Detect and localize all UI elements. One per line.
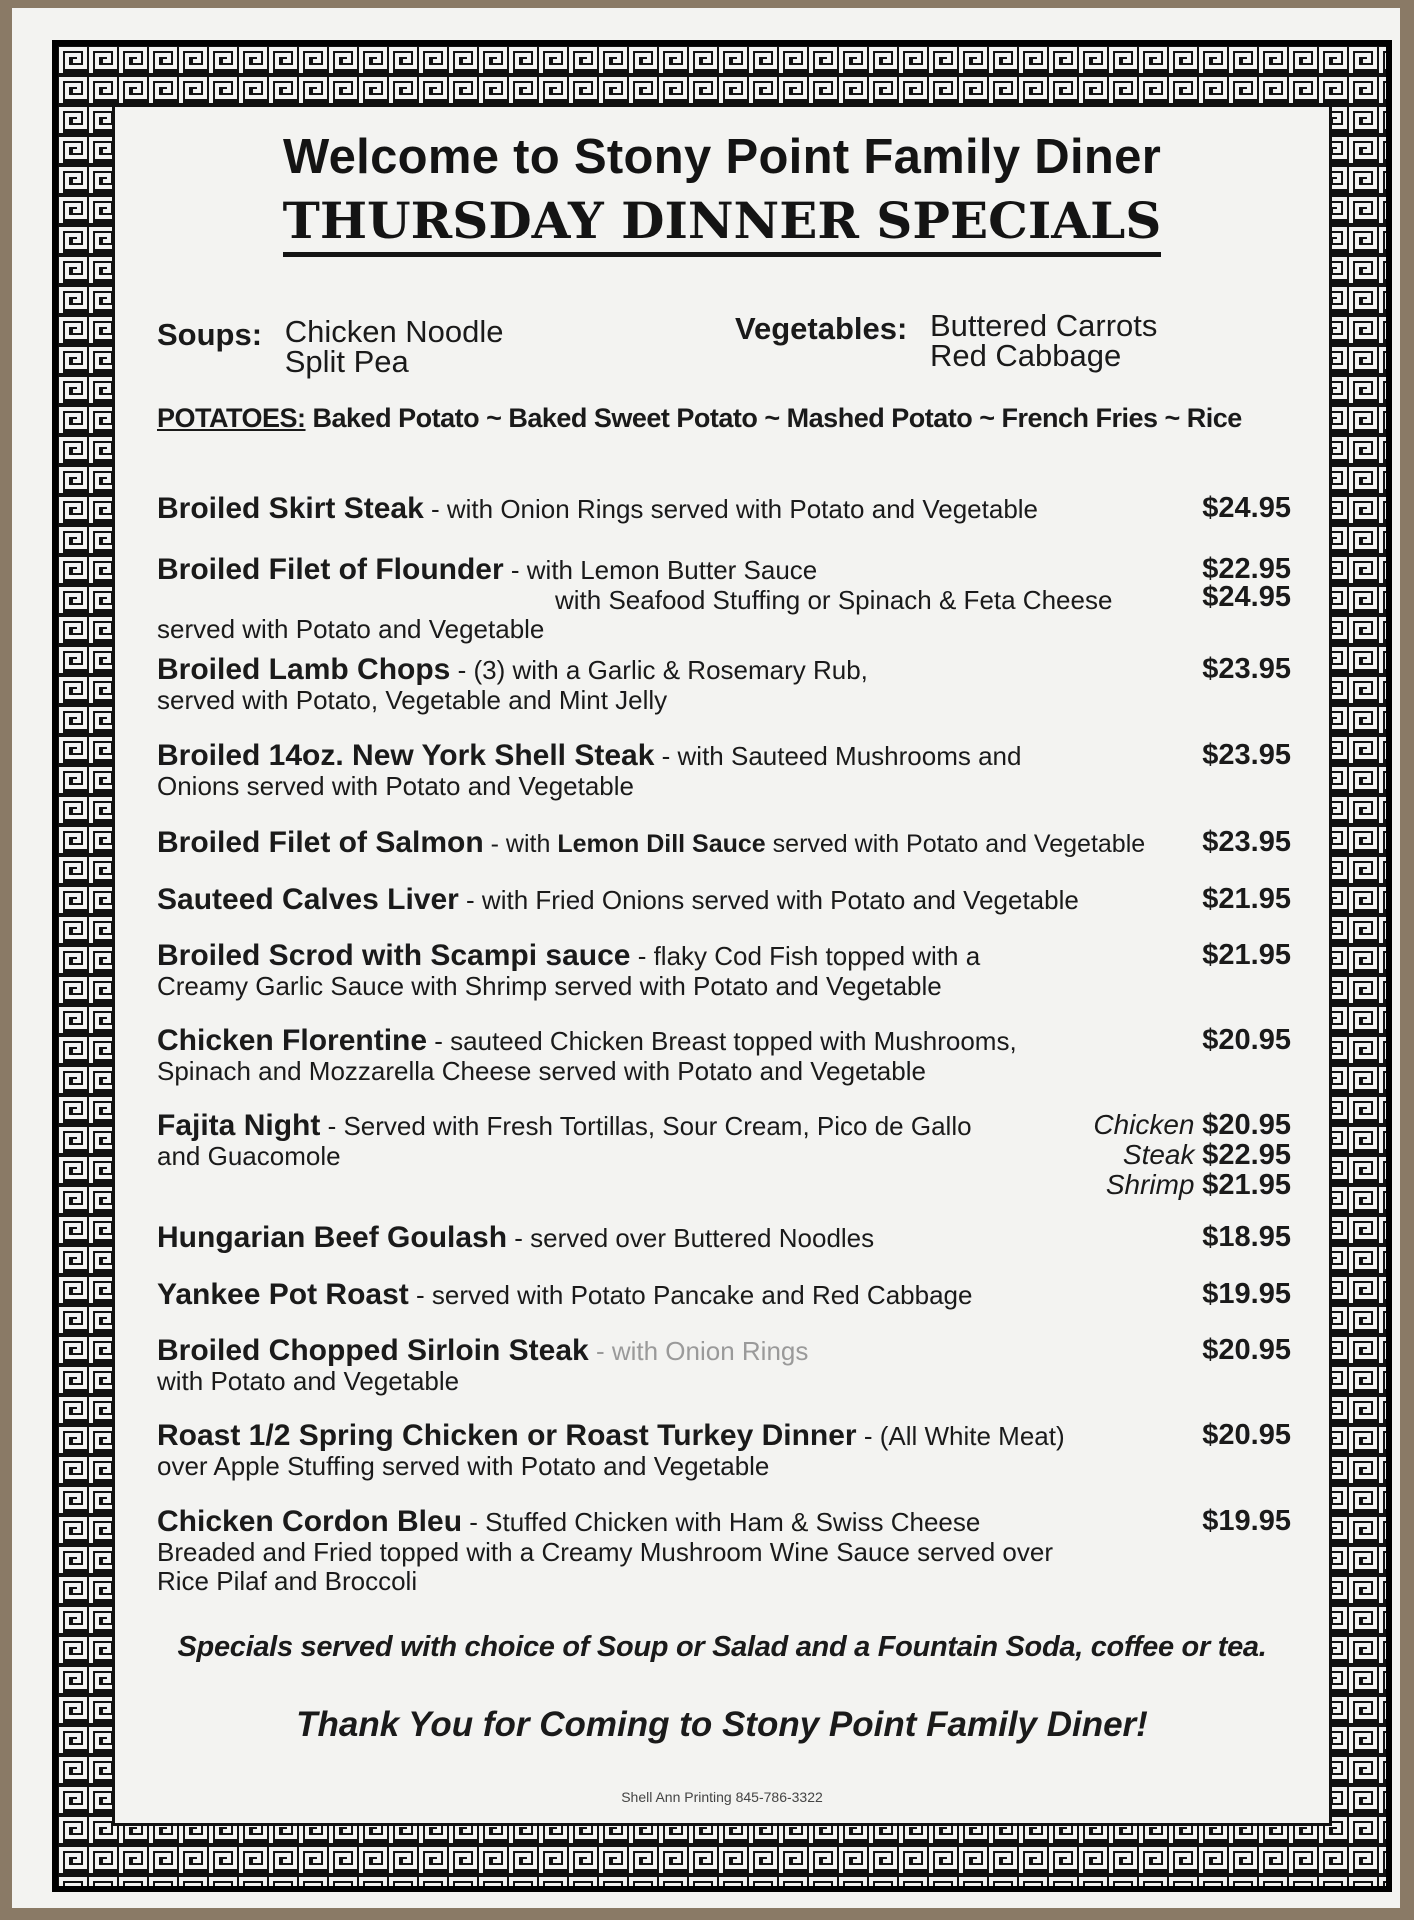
item-name: Roast 1/2 Spring Chicken or Roast Turkey Dinner [157,1419,857,1452]
item-line3: served with Potato and Vegetable [157,614,545,644]
menu-item [157,884,1307,916]
vegetables-section [735,308,1158,373]
item-value: $21.95 [1202,1169,1291,1201]
price: $20.95 [1202,1419,1291,1451]
item-line2: Spinach and Mozzarella Cheese served with Potato and Vegetable [157,1056,926,1086]
price: $23.95 [1202,826,1291,858]
item-desc-b: Lemon Dill Sauce [557,830,766,858]
item-label: Shrimp [1105,1169,1195,1200]
soup-item: Split Pea [284,344,409,379]
menu-item [157,554,1307,644]
price: $24.95 [1202,581,1291,613]
item-desc: - with Fried Onions served with Potato and Vegetable [458,885,1079,915]
potatoes-list: Baked Potato ~ Baked Sweet Potato ~ Mashed Potato ~ French Fries ~ Rice [312,403,1242,433]
item-desc: - with Lemon Butter Sauce [503,555,818,585]
menu-sheet [12,8,1400,1908]
item-name: Chicken Florentine [157,1024,428,1057]
item-desc2: with Seafood Stuffing or Spinach & Feta Cheese [555,585,1113,615]
menu-item [157,740,1307,801]
menu-item [157,1506,1307,1596]
item-name: Broiled Scrod with Scampi sauce [157,939,631,972]
fajita-price-table [1093,1110,1291,1200]
vegetables-label: Vegetables: [735,311,908,346]
item-desc-c: served with Potato and Vegetable [765,830,1146,858]
price: $19.95 [1202,1505,1291,1537]
item-name: Broiled Skirt Steak [157,492,424,525]
item-name: Hungarian Beef Goulash [157,1221,508,1254]
menu-item [157,1335,1307,1396]
item-name: Broiled 14oz. New York Shell Steak [157,739,655,772]
menu-content [112,104,1332,1826]
potatoes-line [157,403,1242,434]
item-name: Fajita Night [157,1109,321,1142]
item-name: Broiled Chopped Sirloin Steak [157,1334,589,1367]
menu-item [157,1420,1307,1481]
item-line2: Onions served with Potato and Vegetable [157,771,634,801]
item-line3: Rice Pilaf and Broccoli [157,1566,418,1596]
price: $20.95 [1202,1334,1291,1366]
item-name: Yankee Pot Roast [157,1278,409,1311]
price: $23.95 [1202,739,1291,771]
menu-item [157,940,1307,1001]
item-desc: - with Onion Rings served with Potato and Vegetable [423,494,1039,524]
specials-title [115,191,1329,250]
menu-item [157,654,1307,715]
item-desc: - Served with Fresh Tortillas, Sour Cream, Pico de Gallo [320,1111,972,1141]
menu-item [157,1279,1307,1311]
item-desc: - served with Potato Pancake and Red Cabbage [408,1280,973,1310]
item-desc: - Stuffed Chicken with Ham & Swiss Cheese [462,1507,981,1537]
item-desc: - flaky Cod Fish topped with a [630,941,981,971]
price: $24.95 [1202,492,1291,524]
price: $19.95 [1202,1278,1291,1310]
item-value: $22.95 [1202,1139,1291,1171]
item-desc: - (3) with a Garlic & Rosemary Rub, [450,655,868,685]
item-name: Broiled Lamb Chops [157,653,451,686]
item-name: Broiled Filet of Flounder [157,553,504,586]
printer-credit: Shell Ann Printing 845-786-3322 [621,1789,823,1805]
menu-item [157,827,1307,860]
item-value: $20.95 [1202,1109,1291,1141]
potatoes-label: POTATOES: [157,403,306,433]
soup-item: Chicken Noodle [284,314,504,349]
vegetable-item: Buttered Carrots [929,308,1158,343]
item-line2: served with Potato, Vegetable and Mint Jelly [157,685,668,715]
item-line2: with Potato and Vegetable [157,1366,460,1396]
item-label: Chicken [1093,1109,1195,1140]
price: $21.95 [1202,883,1291,915]
vegetable-item: Red Cabbage [929,338,1122,373]
item-desc: - served over Buttered Noodles [507,1223,875,1253]
item-line2: and Guacomole [157,1141,341,1171]
price: $22.95 [1202,553,1291,585]
item-line2: Breaded and Fried topped with a Creamy Mushroom Wine Sauce served over [157,1537,1053,1567]
item-desc: - with Sauteed Mushrooms and [654,741,1022,771]
menu-item [157,1025,1307,1086]
item-line2: Creamy Garlic Sauce with Shrimp served with Potato and Vegetable [157,971,942,1001]
soups-section [157,314,504,379]
price: $18.95 [1202,1221,1291,1253]
item-desc-a: - with [483,830,558,858]
welcome-heading: Welcome to Stony Point Family Diner [282,130,1162,184]
price: $21.95 [1202,939,1291,971]
soups-label: Soups: [157,317,263,352]
menu-item [157,1109,1307,1201]
item-line2: over Apple Stuffing served with Potato and Vegetable [157,1451,770,1481]
item-name: Sauteed Calves Liver [157,883,459,916]
price: $20.95 [1202,1024,1291,1056]
item-desc: - sauteed Chicken Breast topped with Mushrooms, [427,1026,1017,1056]
item-label: Steak [1122,1139,1195,1170]
item-title: THURSDAY DINNER SPECIALS [283,191,1162,257]
specials-note: Specials served with choice of Soup or Salad and a Fountain Soda, coffee or tea. [177,1631,1267,1663]
price: $23.95 [1202,653,1291,685]
item-desc: - (All White Meat) [856,1421,1065,1451]
thank-you-line: Thank You for Coming to Stony Point Family Diner! [296,1705,1148,1744]
menu-item [157,493,1307,525]
item-name: Broiled Filet of Salmon [157,826,484,859]
item-name: Chicken Cordon Bleu [157,1505,463,1538]
menu-item [157,1222,1307,1254]
item-desc: - with Onion Rings [588,1336,809,1366]
